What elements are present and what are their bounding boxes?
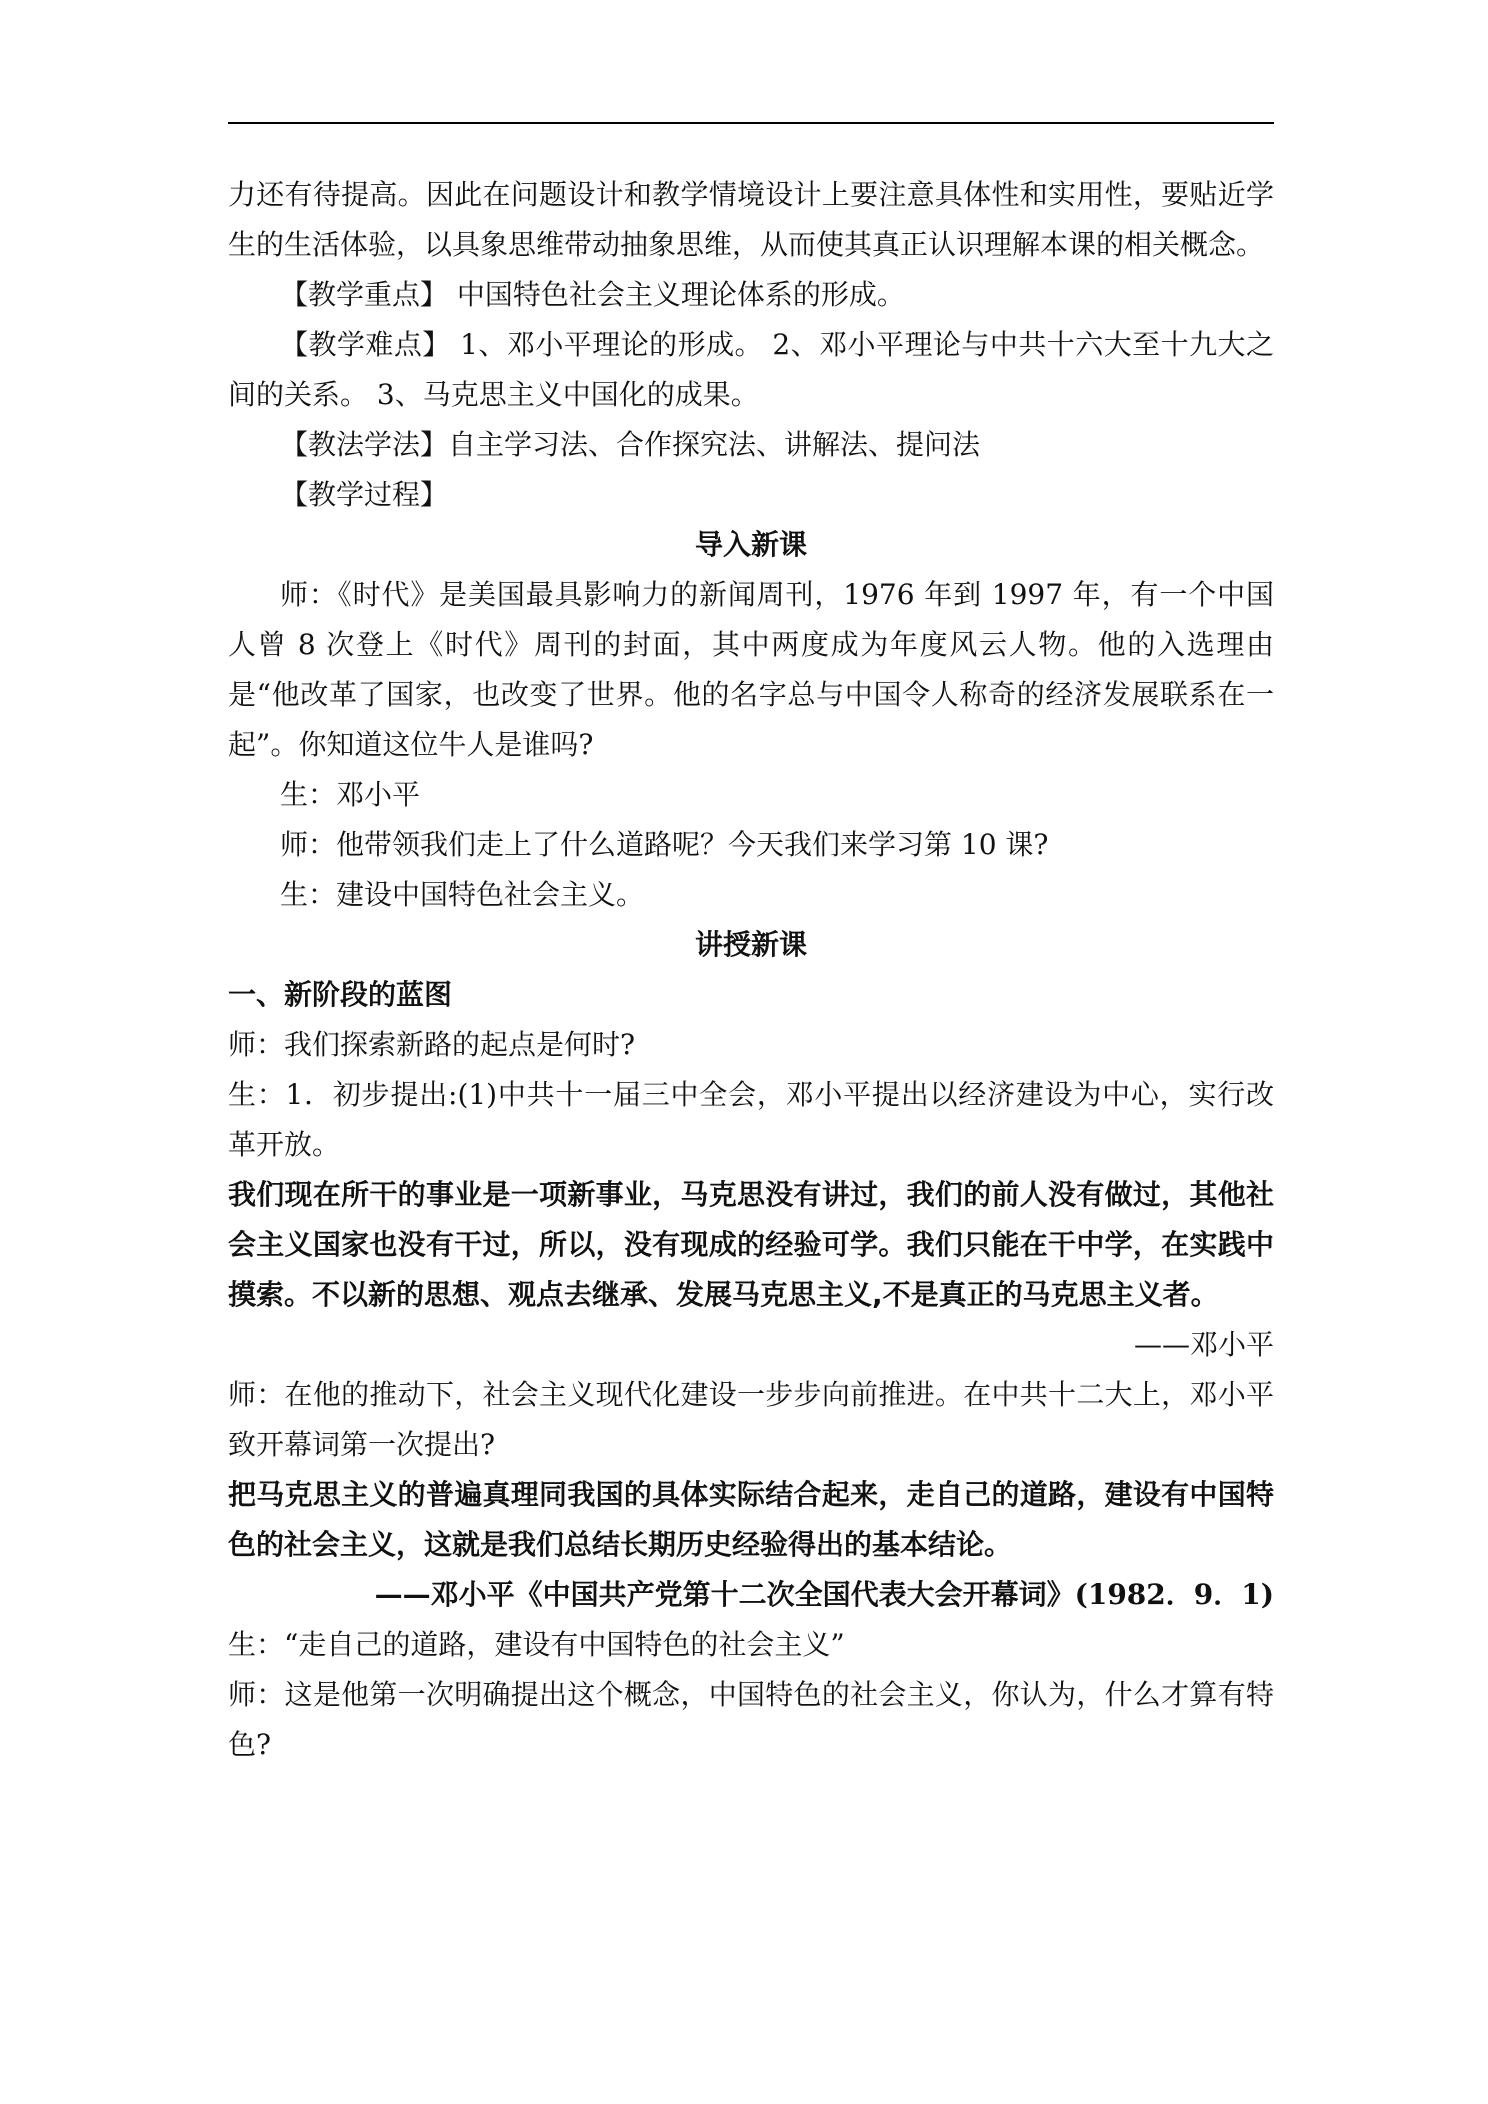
quote-block: 把马克思主义的普遍真理同我国的具体实际结合起来，走自己的道路，建设有中国特色的社会主义，这就是我们总结长期历史经验得出的基本结论。 — [228, 1478, 1274, 1561]
document-body — [228, 170, 1274, 1770]
section-heading-intro: 导入新课 — [694, 528, 807, 561]
dialogue-paragraph: 生：1．初步提出:(1)中共十一届三中全会，邓小平提出以经济建设为中心，实行改革开放。 — [228, 1078, 1274, 1161]
teaching-process: 【教学过程】 — [280, 478, 449, 511]
quote-attribution: ——邓小平 — [1133, 1328, 1274, 1361]
dialogue-paragraph: 师：《时代》是美国最具影响力的新闻周刊，1976 年到 1997 年，有一个中国人曾 8 次登上《时代》周刊的封面，其中两度成为年度风云人物。他的入选理由是“他改革了国家，也改变了世界。他的名字总与中国令人称奇的经济发展联系在一起”。你知道这位牛人是谁吗? — [228, 578, 1274, 761]
header-rule — [228, 122, 1274, 124]
dialogue-paragraph: 师：他带领我们走上了什么道路呢？今天我们来学习第 10 课? — [280, 828, 1049, 861]
subsection-heading: 一、新阶段的蓝图 — [228, 978, 453, 1011]
quote-block: 我们现在所干的事业是一项新事业，马克思没有讲过，我们的前人没有做过，其他社会主义国家也没有干过，所以，没有现成的经验可学。我们只能在干中学，在实践中摸索。不以新的思想、观点去继承、发展马克思主义,不是真正的马克思主义者。 — [228, 1178, 1274, 1311]
intro-paragraph: 力还有待提高。因此在问题设计和教学情境设计上要注意具体性和实用性，要贴近学生的生活体验，以具象思维带动抽象思维，从而使其真正认识理解本课的相关概念。 — [228, 178, 1274, 261]
dialogue-paragraph: 师：这是他第一次明确提出这个概念，中国特色的社会主义，你认为，什么才算有特色? — [228, 1678, 1274, 1761]
dialogue-paragraph: 师：我们探索新路的起点是何时? — [228, 1028, 636, 1061]
teaching-difficulty: 【教学难点】 1、邓小平理论的形成。 2、邓小平理论与中共十六大至十九大之间的关系。 3、马克思主义中国化的成果。 — [228, 328, 1274, 411]
quote-source: ——邓小平《中国共产党第十二次全国代表大会开幕词》(1982．9．1) — [374, 1578, 1274, 1611]
dialogue-paragraph: 生：邓小平 — [280, 778, 421, 811]
dialogue-paragraph: 生：建设中国特色社会主义。 — [280, 878, 645, 911]
teaching-focus: 【教学重点】 中国特色社会主义理论体系的形成。 — [280, 278, 905, 311]
dialogue-paragraph: 师：在他的推动下，社会主义现代化建设一步步向前推进。在中共十二大上，邓小平致开幕词第一次提出? — [228, 1378, 1274, 1461]
section-heading-lecture: 讲授新课 — [694, 928, 807, 961]
dialogue-paragraph: 生：“走自己的道路，建设有中国特色的社会主义” — [228, 1628, 845, 1661]
teaching-methods: 【教法学法】自主学习法、合作探究法、讲解法、提问法 — [280, 428, 981, 461]
